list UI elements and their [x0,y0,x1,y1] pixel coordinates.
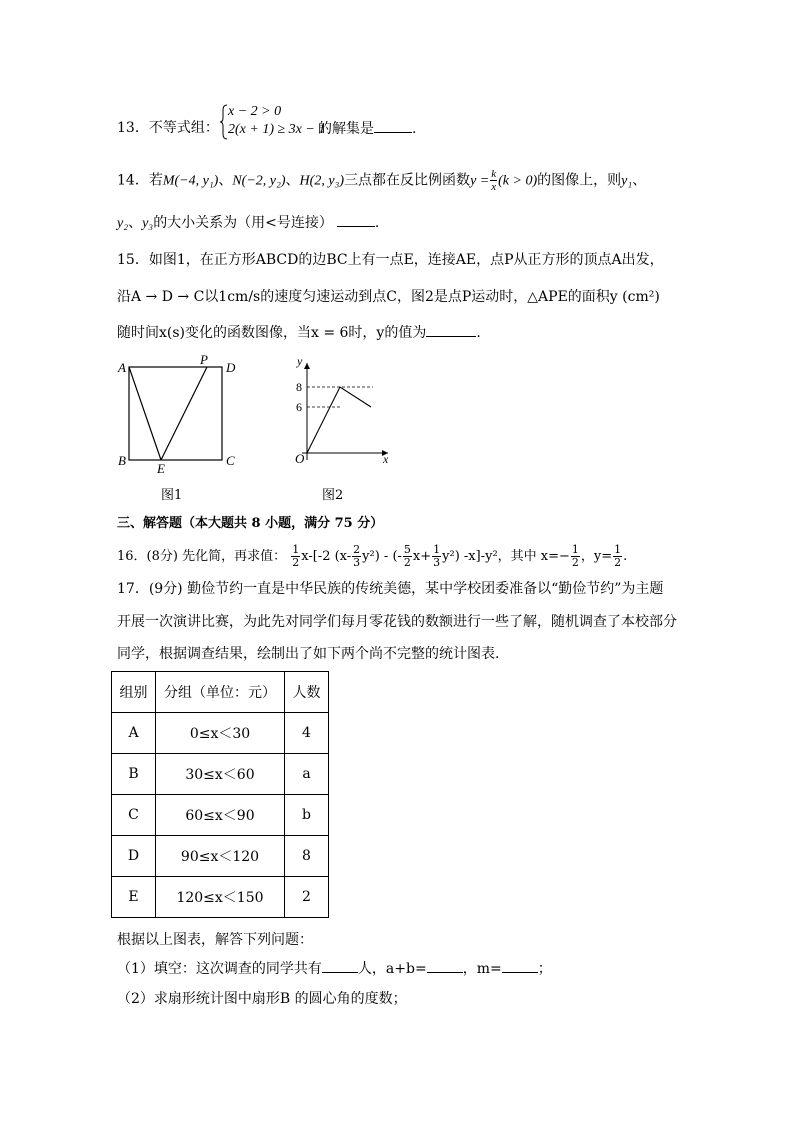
q14-text: 三点都在反比例函数 [344,172,471,189]
segment-ae [129,367,161,460]
frac-den: 2 [571,556,579,569]
table-header-cell: 组别 [112,672,156,713]
table-cell: 0≤x＜30 [156,713,285,754]
table-cell: E [112,877,156,918]
part1-text: ，m= [462,961,502,977]
table-cell: 4 [285,713,329,754]
q16-text: ，y= [580,549,613,564]
q16-frac-y-value [613,544,622,569]
part1-line [117,958,552,979]
q16-frac-half [291,544,300,569]
frac-num: 1 [433,543,441,556]
frac-den: 2 [614,556,622,569]
q13-row1: x − 2 > 0 [228,104,282,119]
label-d: D [226,360,236,375]
table-row [112,713,329,754]
frac-num: 1 [292,543,300,556]
m-blank[interactable] [502,958,538,973]
part2-line: （2）求扇形统计图中扇形B 的圆心角的度数； [117,991,407,1007]
part1-text: 人，a+b= [357,961,427,977]
y-axis-label: y [297,355,303,368]
frac-num: 2 [353,543,361,556]
figure1-caption: 图1 [161,488,183,503]
label-e: E [157,461,165,475]
q14-answer-blank[interactable] [337,212,375,227]
frac-den: 2 [292,556,300,569]
q15-end: . [476,325,481,341]
q14-sep: 、 [218,172,233,189]
a-plus-b-blank[interactable] [427,958,463,973]
q17-line1: 17．(9分) 勤俭节约一直是中华民族的传统美德，某中学校团委准备以“勤俭节约”为主题 [117,581,664,597]
frac-num: 1 [614,543,622,556]
q16-text: y²) -x]-y²，其中 x=− [442,549,570,564]
label-b: B [118,453,126,468]
q13-row2: 2(x + 1) ≥ 3x − 1 [228,122,326,137]
x-axis-label: x [383,452,389,466]
q14-text: 、 [128,215,143,231]
q16-line [117,544,627,569]
q16-text: x-[-2 (x- [301,549,352,564]
money-distribution-table [111,671,329,918]
q13-suffix-line [318,118,416,139]
q13-line [117,118,219,138]
q14-end: . [374,215,380,231]
q13-suffix: 的解集是 [318,121,374,137]
tick-label-8: 8 [296,380,302,394]
q14-sep: 、 [285,172,300,189]
segment-ep [161,367,207,460]
graph-polyline [307,387,371,453]
table-cell: 90≤x＜120 [156,836,285,877]
table-header-cell: 人数 [285,672,329,713]
square-abcd [129,367,222,460]
q14-text: 的图像上，则 [537,172,622,189]
q16-end: . [623,549,628,564]
frac-num: 5 [403,543,411,556]
origin-label: O [295,451,305,466]
q13-answer-blank[interactable] [374,118,412,133]
q14-y3: y₃ [142,216,154,231]
q14-point-h: H(2, y₃) [299,173,345,189]
table-row [112,754,329,795]
q14-line2 [117,212,379,234]
q14-point-n: N(−2, y₂) [232,173,286,189]
q16-frac-one-third [432,544,441,569]
figure2-caption: 图2 [322,488,344,503]
q14-fraction [490,168,497,193]
table-cell: b [285,795,329,836]
q13-end: . [412,121,417,137]
table-header-row [112,672,329,713]
table-cell: 8 [285,836,329,877]
left-brace-icon [220,104,228,140]
table-row [112,877,329,918]
q15-line2: 沿A → D → C以1cm/s的速度匀速运动到点C，图2是点P运动时，△APE的面积y (cm²) [117,289,660,305]
table-cell: 30≤x＜60 [156,754,285,795]
q14-fn-lhs: y = [470,173,490,189]
answer-intro: 根据以上图表，解答下列问题： [117,932,313,948]
frac-den: 3 [433,556,441,569]
total-count-blank[interactable] [322,958,358,973]
tick-label-6: 6 [296,400,302,414]
q14-point-m: M(−4, y₁) [162,173,219,189]
table-cell: 2 [285,877,329,918]
table-cell: A [112,713,156,754]
q16-frac-two-thirds [352,544,361,569]
frac-den: 3 [353,556,361,569]
table-row [112,836,329,877]
q17-line3: 同学，根据调查结果，绘制出了如下两个尚不完整的统计图表. [117,646,500,662]
q15-line3 [117,322,481,343]
q15-answer-blank[interactable] [426,322,476,337]
q14-y1: y₁ [621,173,633,189]
table-row [112,795,329,836]
q16-text: x+ [412,549,432,564]
table-cell: D [112,836,156,877]
q17-line2: 开展一次演讲比赛，为此先对同学们每月零花钱的数额进行一些了解，随机调查了本校部分 [117,614,677,630]
frac-num: 1 [571,543,579,556]
q16-frac-five-halves [403,544,412,569]
part1-text: （1）填空：这次调查的同学共有 [117,961,322,977]
q14-text: 、 [632,172,647,189]
frac-den: 2 [403,556,411,569]
table-cell: 120≤x＜150 [156,877,285,918]
q16-frac-x-value [571,544,580,569]
figure1-square-diagram [112,355,252,475]
table-cell: 60≤x＜90 [156,795,285,836]
q16-text: y²) - (- [362,549,402,564]
table-cell: C [112,795,156,836]
q13-prefix: 13．不等式组： [117,120,219,136]
q14-frac-num: k [491,168,497,180]
q14-condition: (k > 0) [498,173,538,189]
q15-line1: 15．如图1，在正方形ABCD的边BC上有一点E，连接AE，点P从正方形的顶点A出发， [117,252,664,268]
q16-text: 16．(8分) 先化简，再求值： [117,549,287,564]
part1-end: ； [537,961,552,977]
table-header-cell: 分组（单位：元） [156,672,285,713]
label-a: A [118,360,126,375]
q14-line1 [117,168,646,193]
label-c: C [226,453,235,468]
table-cell: a [285,754,329,795]
q14-text: 的大小关系为（用<号连接） [153,215,333,231]
table-cell: B [112,754,156,795]
q15-text: 随时间x(s)变化的函数图像，当x = 6时，y的值为 [117,325,427,341]
q14-y2: y₂ [117,216,129,231]
y-axis-arrow-icon [304,363,310,369]
figure2-function-graph [280,355,400,470]
q14-frac-den: x [491,181,497,193]
section3-heading: 三、解答题（本大题共 8 小题，满分 75 分） [117,516,384,531]
q14-text: 14．若 [117,172,163,189]
label-p: P [200,355,208,367]
